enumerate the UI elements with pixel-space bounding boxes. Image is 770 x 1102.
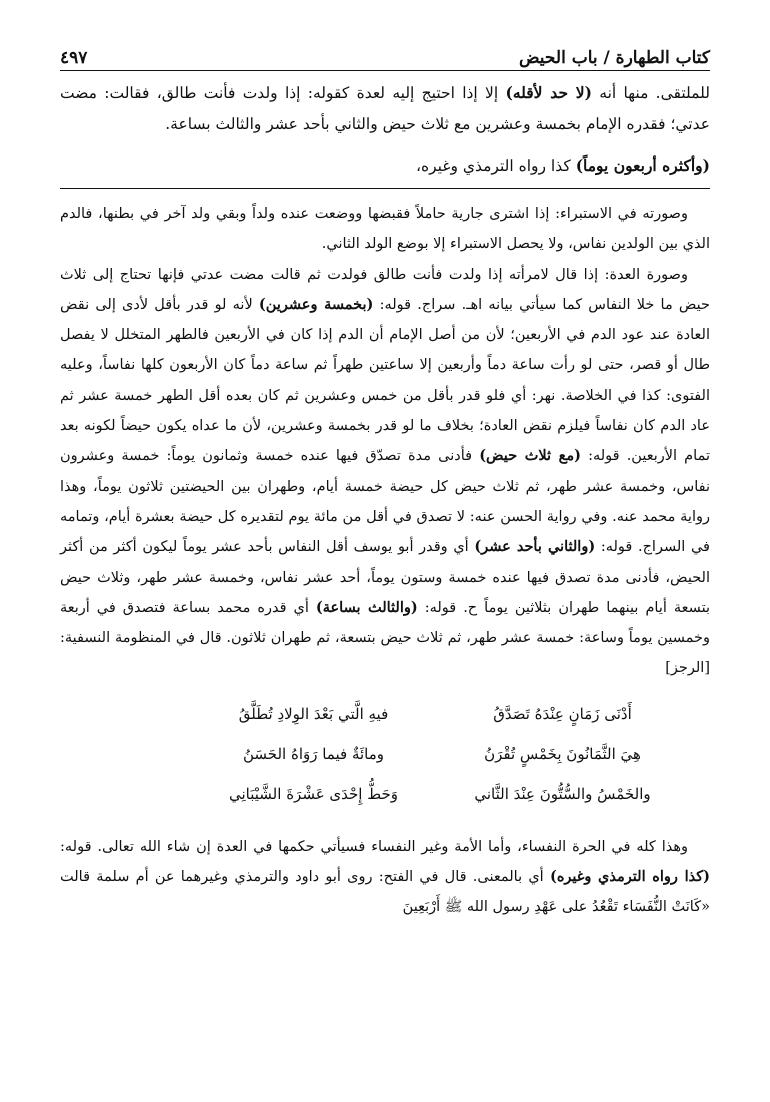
commentary-paragraph [60, 832, 710, 923]
text-run: فأدنى مدة تصدّق فيها عنده خمسة وثمانون يوماً: خمسة وعشرون نفاس، وخمسة عشر طهر، ثم ثلاث حيض كل حيضة خمسة أيام، وطهران بين الحيضتين ثلاثون يوماً، وهذا رواية محمد عنه. وفي رواية الحسن عنه: لا تصدق في أقل من مائة يوم لتقديره كل حيضة بعشرة أيام، وتمامه في السراج. قوله: [60, 448, 710, 556]
text-run: أي بالمعنى. قال في الفتح: روى أبو داود والترمذي وغيرهما عن أم سلمة قالت «كَانَتْ النُّفَسَاء تَقْعُدُ على عَهْدِ رسول الله ﷺ أَرْبَعِينَ [60, 869, 710, 916]
page-header [60, 40, 710, 71]
matn-paragraph [60, 150, 710, 182]
bold-phrase: (والثالث بساعة) [315, 598, 418, 616]
verse-first-half: أَدْنَى زَمَانٍ عِنْدَهُ تَصَدَّقُ [493, 704, 632, 723]
running-title: كتاب الطهارة / باب الحيض [518, 48, 710, 68]
commentary-continued [60, 832, 710, 923]
commentary-paragraph [60, 199, 710, 260]
bold-phrase: (لا حد لأقله) [505, 83, 592, 102]
bold-phrase: (مع ثلاث حيض) [479, 447, 581, 465]
section-divider [60, 188, 710, 189]
text-run: وصورته في الاستبراء: إذا اشترى جارية حاملاً فقبضها ووضعت عنده ولداً وبقي ولد آخر في بطنها، فالدم الذي بين الولدين نفاس، ولا يحصل الاستبراء إلا بوضع الولد الثاني. [60, 206, 710, 253]
matn-paragraph [60, 77, 710, 140]
page-number: ٤٩٧ [60, 48, 88, 68]
text-run: وهذا كله في الحرة النفساء، وأما الأمة وغير النفساء فسيأتي حكمها في العدة إن شاء الله تعالى. قوله: [60, 838, 688, 855]
main-text [60, 77, 710, 182]
book-page [60, 40, 710, 923]
text-run: لأنه لو قدر بأقل لأدى إلى نقض العادة عند عود الدم في الأربعين؛ لأن من أصل الإمام أن الدم إذا كان في الأربعين فالطهر المتخلل لا يفصل طال أو قصر، حتى لو رأت ساعة دماً وأربعين إلا ساعتين طهراً ثم ساعة دماً كان الأربعون كلها نفاساً، وعليه الفتوى: كذا في الخلاصة. نهر: أي فلو قدر بأقل من خمس وعشرين ثم كان بعده أقل الطهر خمسة عشر ثم عاد الدم كان نفاساً فيلزم نقض العادة؛ بخلاف ما لو قدر بخمسة وعشرين، لأن ما عداه يكون حيضاً لكونه بعد تمام الأربعين. قوله: [60, 296, 710, 465]
text-run: أي قدره محمد بساعة فتصدق في أربعة وخمسين يوماً وساعة: خمسة عشر طهر، ثم ثلاث حيض بتسعة، ثم طهران ثلاثون. قال في المنظومة النسفية: [الرجز] [60, 599, 710, 677]
bold-phrase: (بخمسة وعشرين) [258, 295, 374, 313]
text-run: كذا رواه الترمذي وغيره، [415, 157, 576, 175]
verse-second-half: وَحَطُّ إِحْدَى عَشْرَةَ الشَّيْبَانِي [229, 784, 398, 803]
commentary [60, 199, 710, 684]
bold-phrase: (والثاني بأحد عشر) [474, 538, 596, 556]
verse-block [60, 694, 710, 814]
bold-phrase: (وأكثره أربعون يوماً) [575, 156, 710, 175]
bold-phrase: (كذا رواه الترمذي وغيره) [549, 868, 710, 886]
text-run: وصورة العدة: إذا قال لامرأته إذا ولدت فأنت طالق فولدت ثم قالت مضت عدتي فإنها تحتاج إلى ثلاث حيض ما خلا النفاس كما سيأتي بيانه اهـ. سراج. قوله: [60, 266, 711, 313]
commentary-paragraph [60, 260, 710, 684]
verse-second-half: فيهِ الَّتي بَعْدَ الوِلادِ تُطَلَّقُ [238, 704, 389, 723]
text-run: للملتقى. منها أنه [591, 84, 710, 102]
verse-first-half: هِيَ الثَّمَانُونَ بِخَمْسٍ تُقْرَنُ [484, 744, 641, 763]
text-run: أي وقدر أبو يوسف أقل النفاس بأحد عشر يوماً ليكون أكثر من أكثر الحيض، فأدنى مدة تصدق فيها عنده خمسة وستون يوماً، أحد عشر نفاس، وخمسة عشر طهر، وثلاث حيض بتسعة أيام بينهما طهران بثلاثين يوماً ح. قوله: [60, 539, 710, 616]
verse-line [60, 734, 710, 774]
verse-second-half: ومائَةٌ فيما رَوَاهُ الحَسَنُ [242, 744, 385, 763]
verse-line [60, 694, 710, 734]
verse-first-half: والخَمْسُ والسُّتُّونَ عِنْدَ الثَّاني [474, 784, 651, 803]
text-run: إلا إذا احتيج إليه لعدة كقوله: إذا ولدت فأنت طالق، فقالت: مضت عدتي؛ فقدره الإمام بخمسة وعشرين مع ثلاث حيض والثاني بأحد عشر والثالث بساعة. [60, 84, 710, 133]
verse-line [60, 774, 710, 814]
